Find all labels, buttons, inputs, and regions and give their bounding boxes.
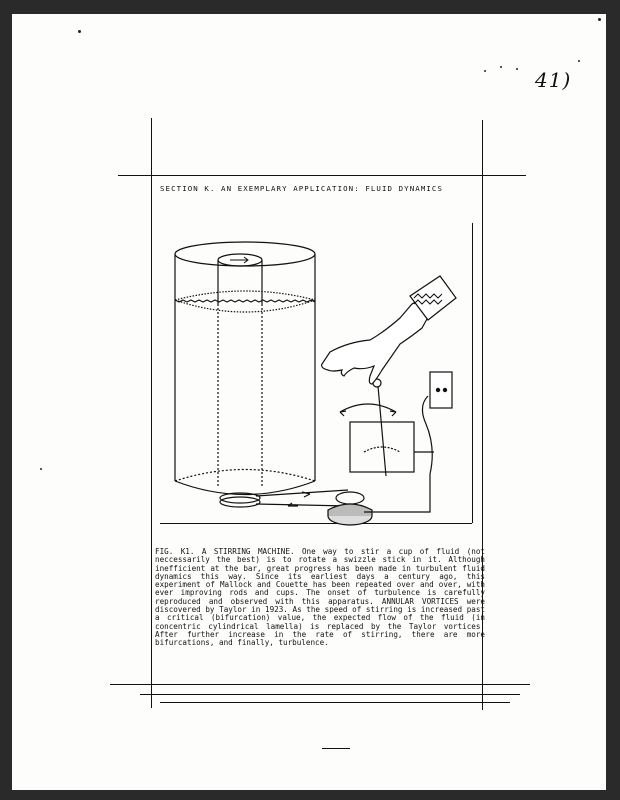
left-vertical-rule [151,118,152,708]
figure-caption: FIG. K1. A STIRRING MACHINE. One way to stir a cup of fluid (not neccessarily the best) is to rotate a swizzle stick in it. Although inefficient at the bar, great progress has been made in turbulent fluid dynamics this way. Since its earliest days a century ago, this experiment of Mallock and Couette has been repeated over and over, with ever improving rods and cups. The onset of turbulence is carefully reproduced and observed with this apparatus. ANNULAR VORTICES were discovered by Taylor in 1923. As the speed of stirring is increased past a critical (bifurcation) value, the expected flow of the fluid (in concentric cylindrical lamella) is replaced by the Taylor vortices. After further increase in the rate of stirring, there are more bifurcations, and finally, turbulence. [155,547,485,648]
bottom-tick [322,748,350,749]
stirring-machine-illustration [160,226,480,526]
section-heading: SECTION K. AN EXEMPLARY APPLICATION: FLUID DYNAMICS [160,184,444,193]
top-rule [118,175,526,176]
bottom-rule-3 [160,702,510,703]
bottom-rule-2 [140,694,520,695]
bottom-rule-1 [110,684,530,685]
page-number: 41) [535,68,572,92]
